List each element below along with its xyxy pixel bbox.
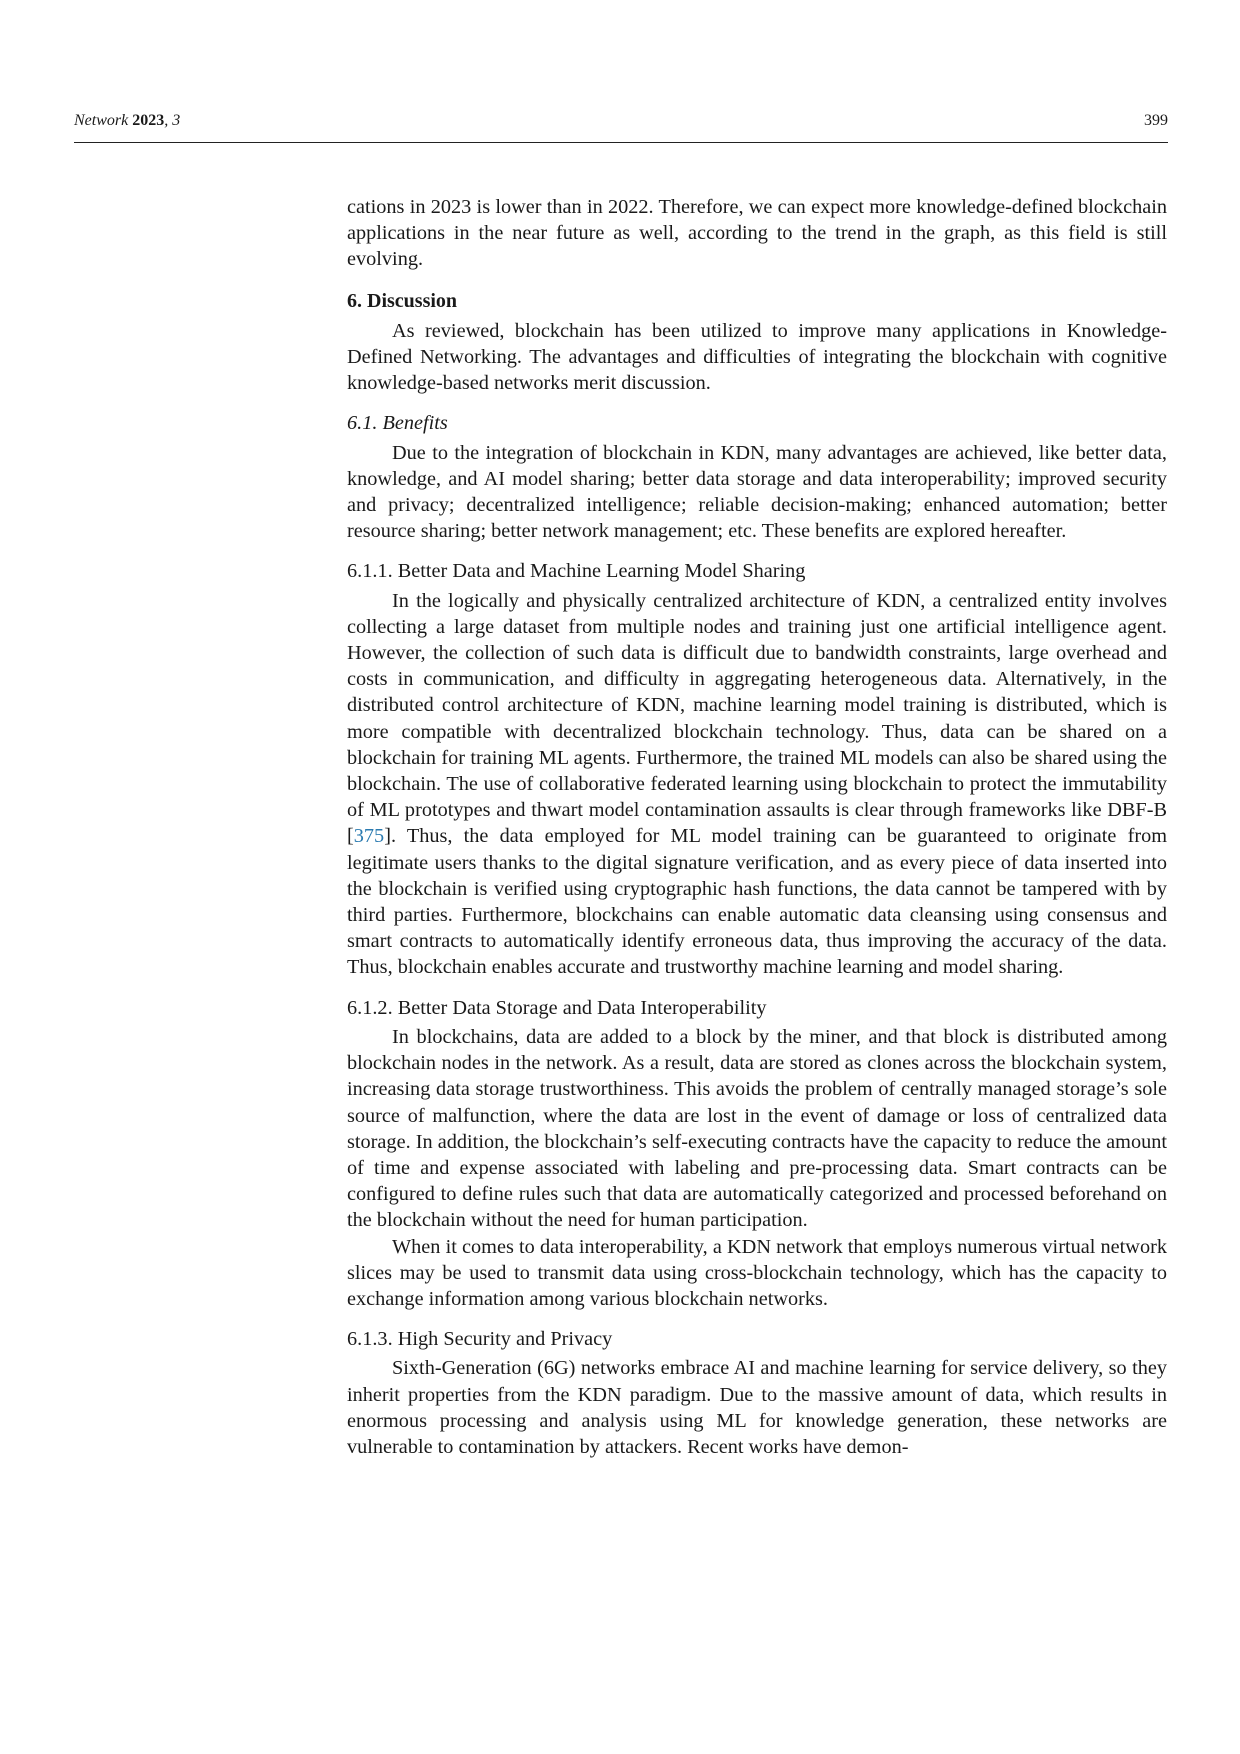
subsubsection-heading-model-sharing: 6.1.1. Better Data and Machine Learning Model Sharing (347, 560, 806, 583)
subsection-heading-benefits: 6.1. Benefits (347, 412, 448, 435)
citation-link[interactable]: 375 (353, 825, 385, 848)
benefits-paragraph: Due to the integration of blockchain in KDN, many advantages are achieved, like better data, knowledge, and AI model sharing; better data storage and data interoperability; improved security and privacy; decentralized intelligence; reliable decision-making; enhanced automation; better resource sharing; better network management; etc. These benefits are explored hereafter. (347, 441, 1167, 543)
security-privacy-paragraph: Sixth-Generation (6G) networks embrace AI and machine learning for service delivery, so they inherit properties from the KDN paradigm. Due to the massive amount of data, which results in enormous processing and analysis using ML for knowledge generation, these networks are vulnerable to contamination by attackers. Recent works have demon- (347, 1357, 1167, 1458)
model-sharing-text-part-2: ]. Thus, the data employed for ML model training can be guaranteed to originate from legitimate users thanks to the digital signature verification, and as every piece of data inserted into the blockchain is verified using cryptographic hash functions, the data cannot be tampered with by third parties. Furthermore, blockchains can enable automatic data cleansing using consensus and smart contracts to automatically identify erroneous data, thus improving the accuracy of the data. Thus, blockchain enables accurate and trustworthy machine learning and model sharing. (347, 825, 1167, 979)
data-storage-paragraph: In blockchains, data are added to a block by the miner, and that block is distributed among blockchain nodes in the network. As a result, data are stored as clones across the blockchain system, increasing data storage trustworthiness. This avoids the problem of centrally managed storage’s sole source of malfunction, where the data are lost in the event of damage or loss of centralized data storage. In addition, the blockchain’s self-executing contracts have the capacity to reduce the amount of time and expense associated with labeling and pre-processing data. Smart contracts can be configured to define rules such that data are automatically categorized and processed beforehand on the blockchain without the need for human participation. (347, 1025, 1167, 1232)
continued-paragraph: cations in 2023 is lower than in 2022. Therefore, we can expect more knowledge-defined blockchain applications in the near future as well, according to the trend in the graph, as this field is still evolving. (347, 196, 1167, 271)
section-heading-discussion: 6. Discussion (347, 289, 458, 312)
journal-citation (74, 112, 180, 130)
discussion-paragraph: As reviewed, blockchain has been utilized to improve many applications in Knowledge-Defined Networking. The advantages and difficulties of integrating the blockchain with cognitive knowledge-based networks merit discussion. (347, 319, 1167, 395)
model-sharing-paragraph (347, 588, 1167, 981)
journal-volume: , 3 (164, 112, 181, 129)
subsubsection-heading-security-privacy: 6.1.3. High Security and Privacy (347, 1328, 613, 1351)
page-number: 399 (1144, 112, 1168, 129)
header-divider (74, 142, 1168, 143)
journal-year: 2023 (132, 112, 165, 129)
model-sharing-text-part-1: In the logically and physically centralized architecture of KDN, a centralized entity involves collecting a large dataset from multiple nodes and training just one artificial intelligence agent. However, the collection of such data is difficult due to bandwidth constraints, large overhead and costs in communication, and difficulty in aggregating heterogeneous data. Alternatively, in the distributed control architecture of KDN, machine learning model training is distributed, which is more compatible with decentralized blockchain technology. Thus, data can be shared on a blockchain for training ML agents. Furthermore, the trained ML models can also be shared using the blockchain. The use of collaborative federated learning using blockchain to protect the immutability of ML prototypes and thwart model contamination assaults is clear through frameworks like DBF-B [ (347, 589, 1167, 848)
running-header (74, 112, 1168, 134)
main-text-column (347, 194, 1167, 1460)
subsubsection-heading-data-storage: 6.1.2. Better Data Storage and Data Interoperability (347, 996, 767, 1019)
data-interoperability-paragraph: When it comes to data interoperability, a KDN network that employs numerous virtual network slices may be used to transmit data using cross-blockchain technology, which has the capacity to exchange information among various blockchain networks. (347, 1235, 1167, 1310)
journal-name: Network (74, 112, 129, 129)
